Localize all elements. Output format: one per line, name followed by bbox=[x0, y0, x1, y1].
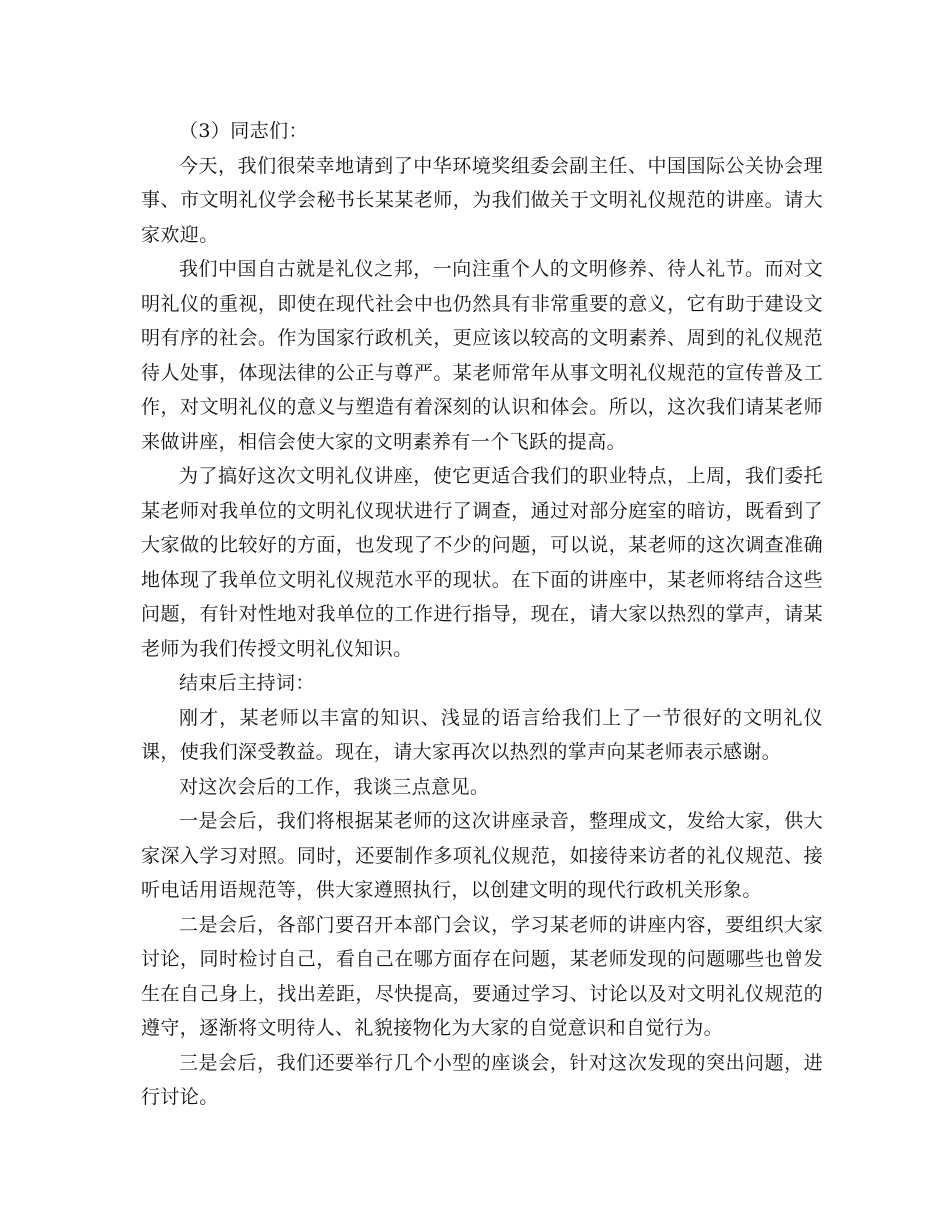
paragraph-introduction: 今天，我们很荣幸地请到了中华环境奖组委会副主任、中国国际公关协会理事、市文明礼仪学会秘书长某某老师，为我们做关于文明礼仪规范的讲座。请大家欢迎。 bbox=[141, 154, 823, 246]
paragraph-salutation: （3）同志们： bbox=[179, 120, 308, 142]
document-body bbox=[141, 114, 823, 1115]
paragraph-three-points: 对这次会后的工作，我谈三点意见。 bbox=[179, 775, 490, 798]
paragraph-point-two: 二是会后，各部门要召开本部门会议，学习某老师的讲座内容，要组织大家讨论，同时检讨自己，看自己在哪方面存在问题，某老师发现的问题哪些也曾发生在自己身上，找出差距，尽快提高，要通过学习、讨论以及对文明礼仪规范的遵守，逐渐将文明待人、礼貌接物化为大家的自觉意识和自觉行为。 bbox=[141, 913, 823, 1039]
paragraph-point-one: 一是会后，我们将根据某老师的这次讲座录音，整理成文，发给大家，供大家深入学习对照。同时，还要制作多项礼仪规范，如接待来访者的礼仪规范、接听电话用语规范等，供大家遵照执行，以创建文明的现代行政机关形象。 bbox=[141, 810, 823, 901]
paragraph-etiquette-importance: 我们中国自古就是礼仪之邦，一向注重个人的文明修养、待人礼节。而对文明礼仪的重视，即使在现代社会中也仍然具有非常重要的意义，它有助于建设文明有序的社会。作为国家行政机关，更应该以较高的文明素养、周到的礼仪规范待人处事，体现法律的公正与尊严。某老师常年从事文明礼仪规范的宣传普及工作，对文明礼仪的意义与塑造有着深刻的认识和体会。所以，这次我们请某老师来做讲座，相信会使大家的文明素养有一个飞跃的提高。 bbox=[141, 258, 823, 453]
paragraph-closing-heading: 结束后主持词： bbox=[179, 672, 315, 694]
paragraph-thanks: 刚才，某老师以丰富的知识、浅显的语言给我们上了一节很好的文明礼仪课，使我们深受教益。现在，请大家再次以热烈的掌声向某老师表示感谢。 bbox=[141, 706, 823, 763]
paragraph-survey: 为了搞好这次文明礼仪讲座，使它更适合我们的职业特点，上周，我们委托某老师对我单位的文明礼仪现状进行了调查，通过对部分庭室的暗访，既看到了大家做的比较好的方面，也发现了不少的问题，可以说，某老师的这次调查准确地体现了我单位文明礼仪规范水平的现状。在下面的讲座中，某老师将结合这些问题，有针对性地对我单位的工作进行指导，现在，请大家以热烈的掌声，请某老师为我们传授文明礼仪知识。 bbox=[141, 465, 823, 660]
paragraph-point-three: 三是会后，我们还要举行几个小型的座谈会，针对这次发现的突出问题，进行讨论。 bbox=[141, 1051, 823, 1108]
